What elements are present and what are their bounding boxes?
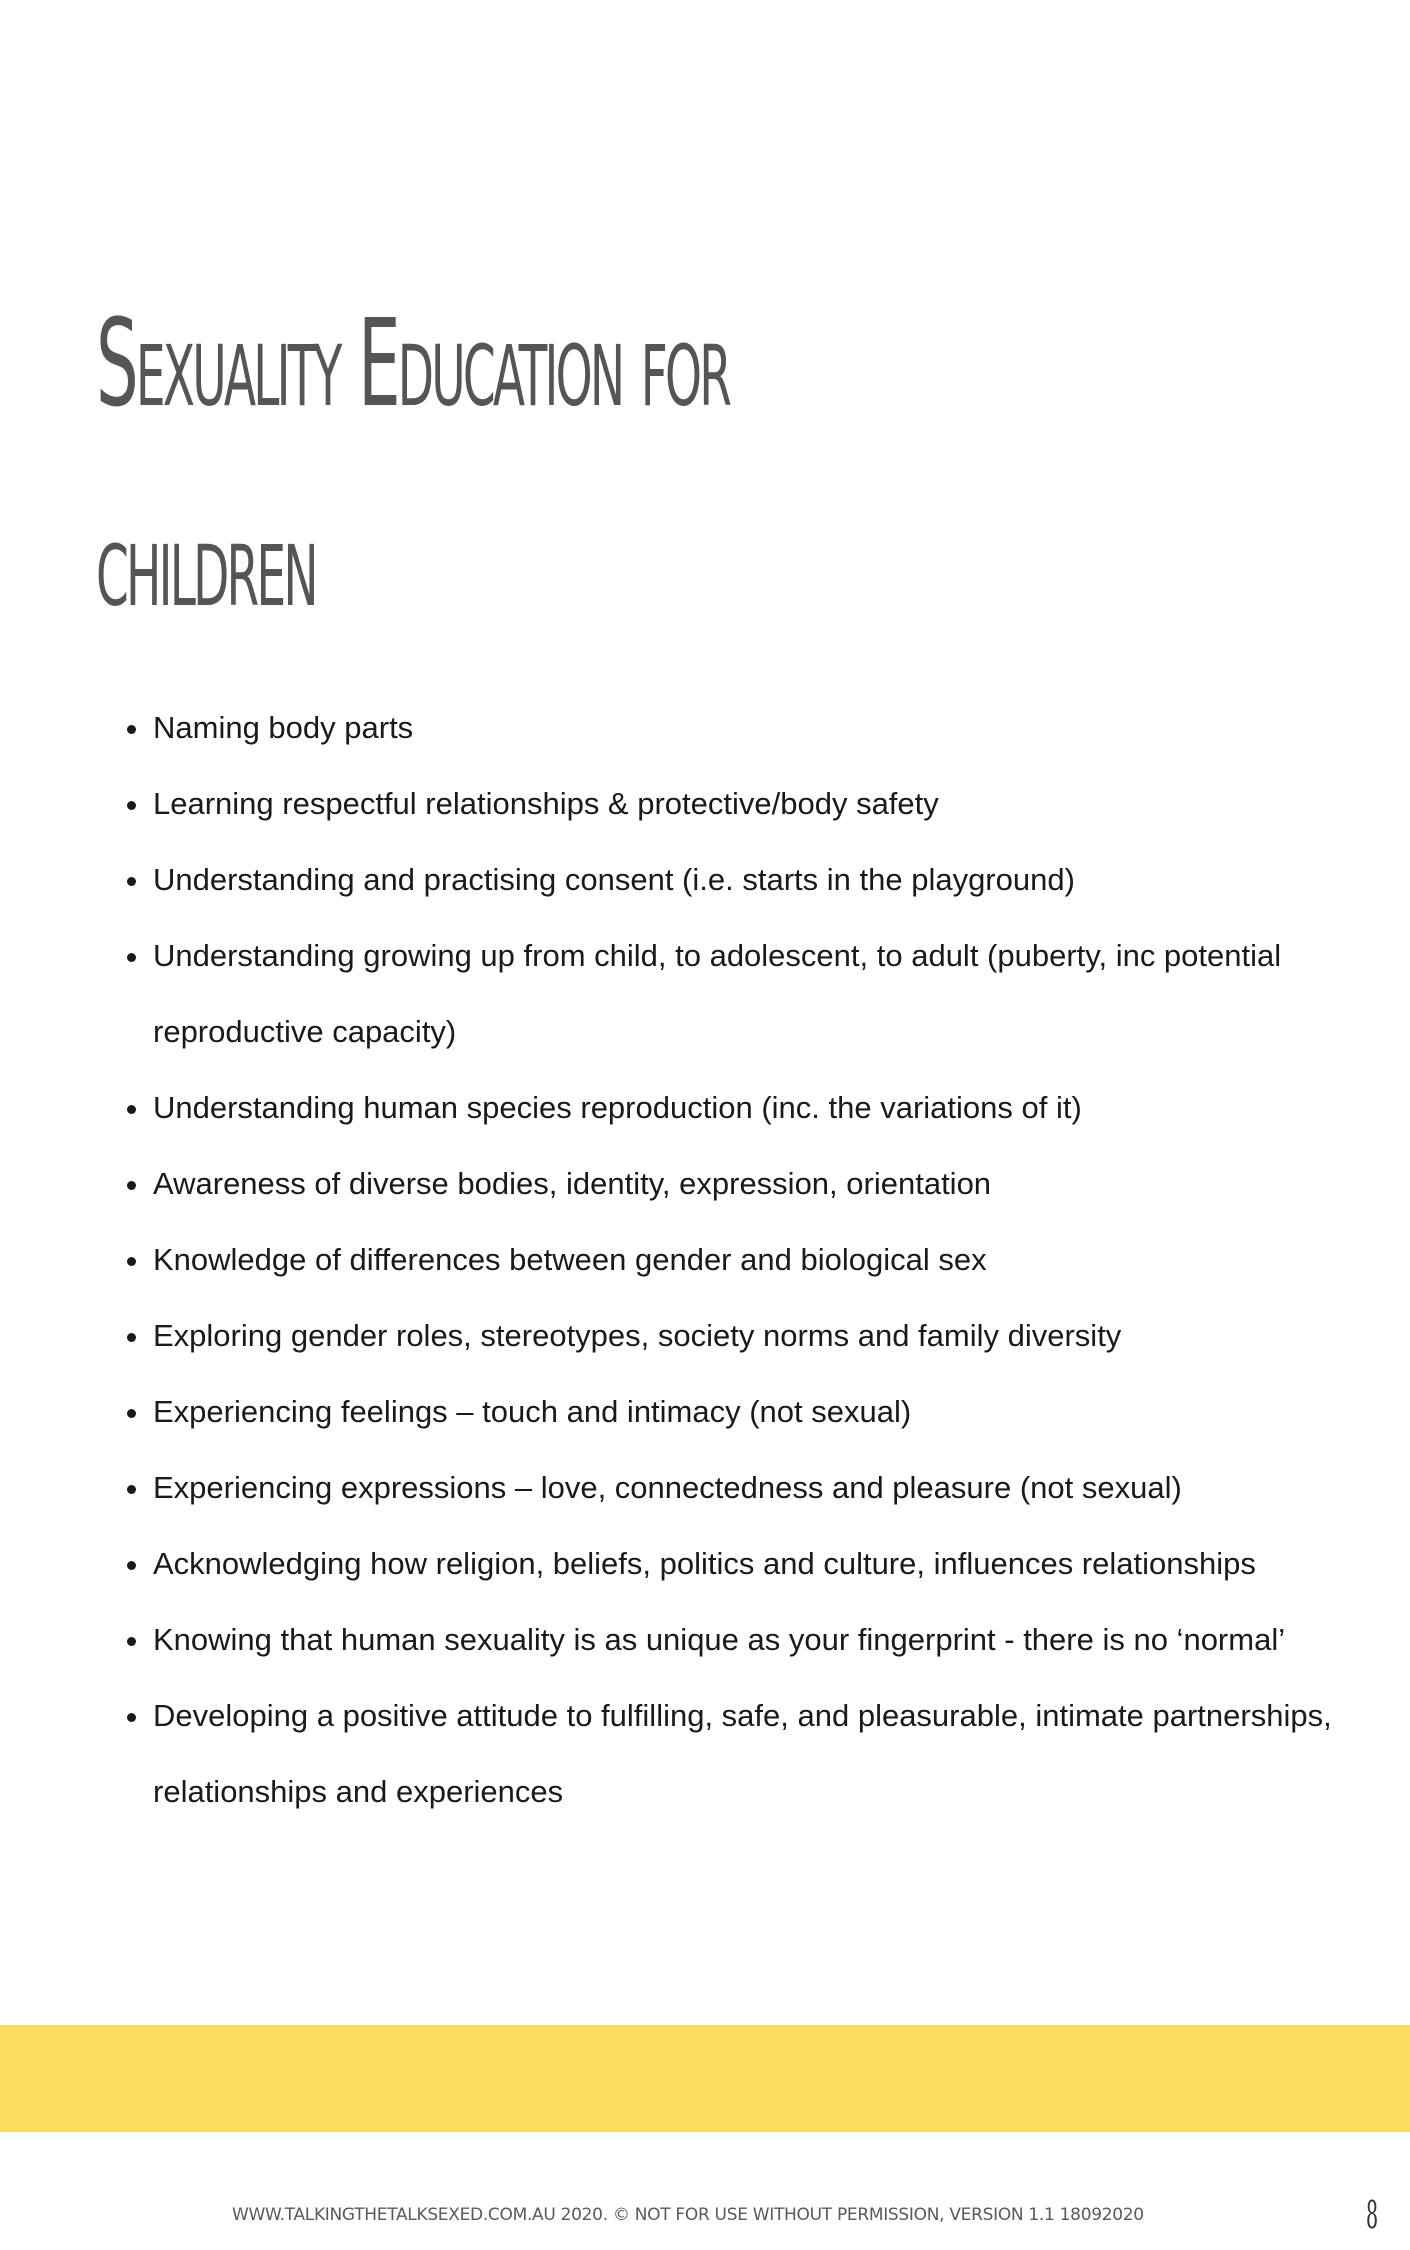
list-item: Understanding growing up from child, to adolescent, to adult (puberty, inc potential reproductive capacity) xyxy=(153,918,1373,1070)
list-item: Experiencing expressions – love, connectedness and pleasure (not sexual) xyxy=(153,1450,1373,1526)
list-item: Experiencing feelings – touch and intimacy (not sexual) xyxy=(153,1374,1373,1450)
list-item: Learning respectful relationships & protective/body safety xyxy=(153,766,1373,842)
list-item: Understanding human species reproduction (inc. the variations of it) xyxy=(153,1070,1373,1146)
list-item: Awareness of diverse bodies, identity, expression, orientation xyxy=(153,1146,1373,1222)
page-number: 8 xyxy=(1366,2193,1379,2237)
list-item: Naming body parts xyxy=(153,690,1373,766)
list-item: Developing a positive attitude to fulfilling, safe, and pleasurable, intimate partnerships, relationships and experiences xyxy=(153,1678,1373,1830)
list-item: Exploring gender roles, stereotypes, society norms and family diversity xyxy=(153,1298,1373,1374)
accent-band xyxy=(0,2025,1410,2132)
title-line-2: children xyxy=(96,495,316,634)
footer-copyright: WWW.TALKINGTHETALKSEXED.COM.AU 2020. © NOT FOR USE WITHOUT PERMISSION, VERSION 1.1 18092020 xyxy=(232,2205,1144,2225)
list-item: Knowledge of differences between gender and biological sex xyxy=(153,1222,1373,1298)
page-title xyxy=(96,265,768,665)
list-item: Understanding and practising consent (i.e. starts in the playground) xyxy=(153,842,1373,918)
list-item: Acknowledging how religion, beliefs, politics and culture, influences relationships xyxy=(153,1526,1373,1602)
list-item: Knowing that human sexuality is as unique as your fingerprint - there is no ‘normal’ xyxy=(153,1602,1373,1678)
title-line-1: Sexuality Education for xyxy=(96,295,730,434)
topic-list xyxy=(153,690,1373,1830)
